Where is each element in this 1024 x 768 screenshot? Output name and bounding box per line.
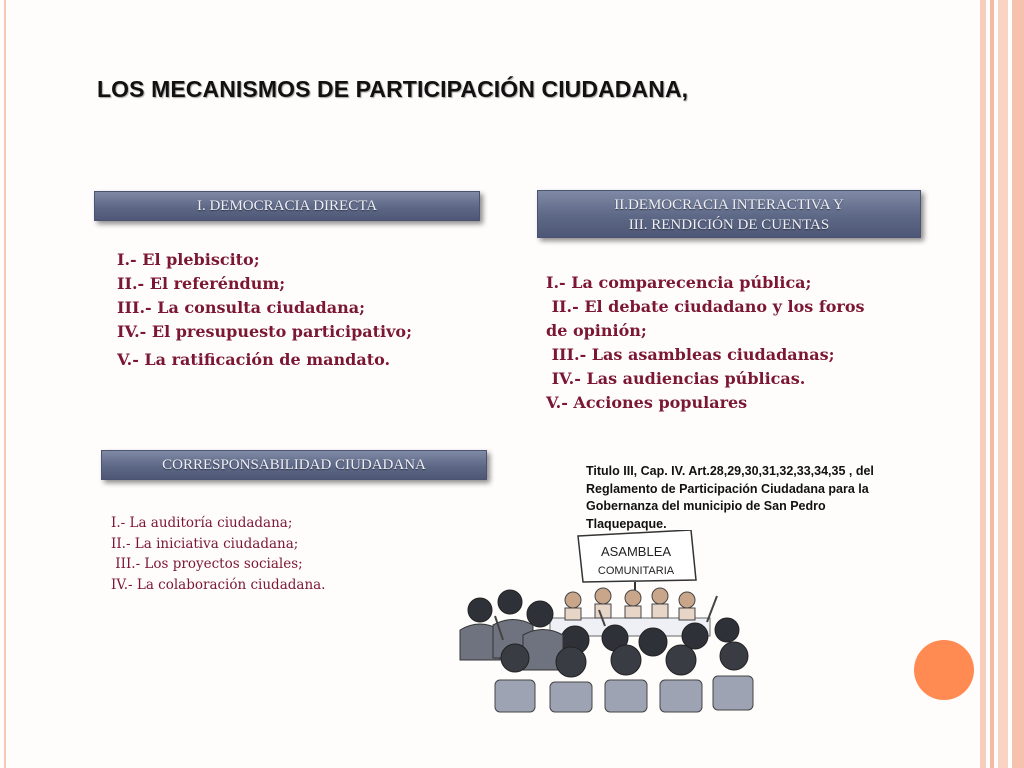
decorative-orange-circle xyxy=(914,640,974,700)
sign-line-2: COMUNITARIA xyxy=(597,565,675,577)
list-item: I.- El plebiscito; xyxy=(117,250,260,269)
slide-title: LOS MECANISMOS DE PARTICIPACIÓN CIUDADANA, xyxy=(97,76,689,102)
list-item: III.- Los proyectos sociales; xyxy=(111,556,303,572)
list-item: V.- Acciones populares xyxy=(546,393,748,412)
label-democracia-directa-text: I. DEMOCRACIA DIRECTA xyxy=(196,198,378,214)
label-democracia-interactiva-line2: III. RENDICIÓN DE CUENTAS xyxy=(628,217,830,233)
list-item: III.- Las asambleas ciudadanas; xyxy=(546,345,835,364)
list-item: II.- La iniciativa ciudadana; xyxy=(111,535,299,552)
list-item: III.- La consulta ciudadana; xyxy=(117,298,365,317)
right-decorative-stripes xyxy=(980,0,1024,768)
regulation-reference: Titulo III, Cap. IV. Art.28,29,30,31,32,33,34,35 , del Reglamento de Participación Ciudadana para la Gobernanza del municipio de San Pedro Tlaquepaque. xyxy=(586,464,874,531)
label-corresponsabilidad xyxy=(101,450,487,480)
list-item: I.- La comparecencia pública; xyxy=(546,273,812,292)
list-item: V.- La ratificación de mandato. xyxy=(117,350,391,369)
label-corresponsabilidad-text: CORRESPONSABILIDAD CIUDADANA xyxy=(162,457,426,473)
list-item: II.- El referéndum; xyxy=(117,274,286,293)
list-item: I.- La auditoría ciudadana; xyxy=(111,515,293,531)
list-corresponsabilidad xyxy=(111,513,325,595)
list-democracia-directa xyxy=(117,248,412,372)
label-democracia-interactiva-line1: II.DEMOCRACIA INTERACTIVA Y xyxy=(614,197,844,213)
left-border-line xyxy=(4,0,6,768)
list-item: II.- El debate ciudadano y los foros xyxy=(546,297,865,316)
list-democracia-interactiva xyxy=(546,271,865,415)
label-democracia-directa xyxy=(94,191,480,221)
community-assembly-illustration xyxy=(455,530,760,715)
list-item: IV.- El presupuesto participativo; xyxy=(117,322,412,341)
list-item: IV.- La colaboración ciudadana. xyxy=(111,576,326,593)
label-democracia-interactiva xyxy=(537,190,921,238)
list-item: IV.- Las audiencias públicas. xyxy=(546,369,806,388)
sign-line-1: ASAMBLEA xyxy=(600,544,672,559)
list-item: de opinión; xyxy=(546,321,647,340)
